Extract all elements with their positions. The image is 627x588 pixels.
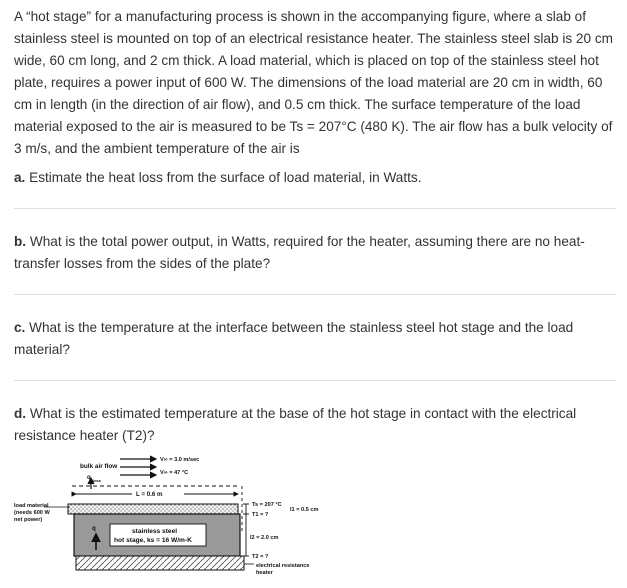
heater-label-line2: heater (256, 570, 273, 576)
heat-input-symbol: q (92, 525, 96, 532)
ambient-temp-label: V∞ = 47 °C (160, 470, 189, 476)
t2-label: T2 = ? (252, 554, 269, 560)
load-label-line2: (needs 600 W (14, 510, 50, 516)
velocity-label: V∞ = 3.0 m/sec (160, 457, 200, 463)
divider (14, 294, 616, 295)
question-label: a. (14, 170, 26, 185)
hot-stage-diagram (14, 448, 334, 578)
heat-loss-symbol: q (87, 475, 91, 481)
steel-label-line1: stainless steel (132, 528, 178, 535)
heat-loss-subscript: loss (93, 478, 102, 483)
divider (14, 208, 616, 209)
load-label-line1: load material (14, 503, 49, 509)
l1-label: l1 = 0.5 cm (290, 507, 319, 513)
question-label: d. (14, 406, 27, 421)
problem-intro: A “hot stage” for a manufacturing process is shown in the accompanying figure, where a slab of stainless steel is mounted on top of an electrical resistance heater. The stainless steel slab is 20 cm wide, 60 cm long, and 2 cm thick. A load material, which is placed on top of the stainless steel hot plate, requires a power input of 600 W. The dimensions of the load material are 20 cm in width, 60 cm in length (in the direction of air flow), and 0.5 cm thick. The surface temperature of the load material exposed to the air is measured to be Ts = 207°C (480 K). The air flow has a bulk velocity of 3 m/s, and the ambient temperature of the air is (14, 9, 613, 156)
heater-label-line1: electrical resistance (256, 563, 310, 569)
question-text: What is the temperature at the interface between the stainless steel hot stage and the load material? (14, 320, 574, 357)
divider (14, 380, 616, 381)
question-label: c. (14, 320, 26, 335)
steel-label-line2: hot stage, ks = 16 W/m-K (114, 537, 192, 544)
question-d (14, 403, 616, 447)
l2-label: l2 = 2.0 cm (250, 535, 279, 541)
ts-label: Ts = 207 °C (252, 502, 282, 508)
electrical-resistance-heater (76, 556, 244, 570)
question-c (14, 317, 616, 361)
bulk-air-flow-label: bulk air flow (80, 463, 118, 470)
load-material-layer (68, 504, 238, 514)
hot-stage-figure (14, 448, 334, 583)
question-label: b. (14, 234, 27, 249)
question-a (14, 167, 616, 189)
question-b (14, 231, 616, 275)
load-label-line3: net power) (14, 517, 43, 523)
length-label: L = 0.6 m (136, 491, 163, 498)
question-text: Estimate the heat loss from the surface of load material, in Watts. (29, 170, 422, 185)
t1-label: T1 = ? (252, 512, 269, 518)
question-text: What is the estimated temperature at the base of the hot stage in contact with the electrical resistance heater (T2)? (14, 406, 577, 443)
question-text: What is the total power output, in Watts, required for the heater, assuming there are no heat-transfer losses from the sides of the plate? (14, 234, 585, 271)
